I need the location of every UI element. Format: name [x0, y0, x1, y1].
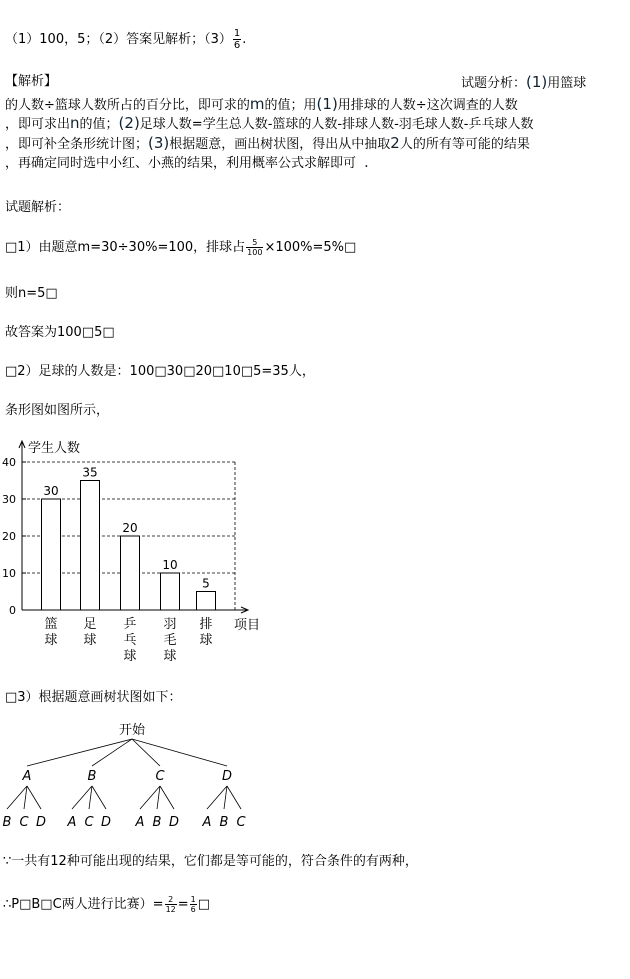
x-tick-label: 球	[199, 633, 213, 648]
solution-header: 试题解析：	[5, 200, 71, 215]
solution-line-2: 则n=5□	[5, 286, 58, 301]
x-tick-label: 乓	[123, 633, 137, 648]
tree-leaf-label: A	[135, 815, 145, 830]
tree-leaf-label: C	[236, 815, 246, 830]
tree-edge	[160, 786, 174, 809]
bar-value-label: 10	[162, 558, 178, 572]
tree-branch-label: D	[221, 769, 233, 784]
solution-line-4: □2）足球的人数是：100□30□20□10□5=35人，	[5, 364, 315, 379]
tree-leaf-label: A	[202, 815, 212, 830]
tree-edge	[227, 786, 241, 809]
tree-branch-label: A	[22, 769, 32, 784]
tree-leaf-label: D	[168, 815, 180, 830]
x-tick-label: 球	[163, 649, 177, 664]
solution-fraction-1: $\frac{5}{100}$	[247, 238, 263, 257]
answer-fraction: $\frac{1}{6}$	[233, 28, 241, 51]
tree-leaf-label: C	[84, 815, 94, 830]
y-tick-label: 30	[2, 493, 16, 506]
tree-leaf-label: A	[67, 815, 77, 830]
x-tick-label: 球	[123, 649, 137, 664]
tree-diagram	[0, 718, 290, 833]
tree-leaf-label: D	[100, 815, 112, 830]
tree-leaf-label: C	[19, 815, 29, 830]
tree-edge	[92, 786, 106, 809]
x-tick-label: 羽	[163, 617, 177, 632]
analysis-subheader: 试题分析：(1)用篮球	[461, 73, 587, 91]
solution-line-6: □3）根据题意画树状图如下：	[5, 690, 182, 705]
y-tick-label: 0	[9, 604, 16, 617]
tree-root-label: 开始	[118, 723, 146, 738]
analysis-header: 【解析】	[5, 74, 58, 89]
tree-leaf-label: B	[152, 815, 162, 830]
tree-edge	[207, 786, 227, 809]
bar-value-label: 30	[43, 484, 59, 498]
analysis-line-4: ，即可补全条形统计图；(3)根据题意，画出树状图，得出从中抽取2人的所有等可能的结果	[5, 134, 530, 152]
x-tick-label: 足	[83, 617, 97, 632]
solution-line-1: □1）由题意m=30÷30%=100，排球占 $\frac{5}{100}$ ×100%=5%□	[5, 238, 357, 257]
answer-text: （1）100，5；（2）答案见解析；（3）	[5, 32, 232, 47]
bar	[121, 536, 140, 610]
x-tick-label: 乒	[123, 617, 137, 632]
tree-leaf-label: D	[35, 815, 47, 830]
tree-edge	[27, 739, 132, 766]
x-tick-label: 篮	[44, 617, 58, 632]
tree-edge	[27, 786, 41, 809]
tree-leaf-label: B	[219, 815, 229, 830]
tree-edge	[140, 786, 160, 809]
solution-line-3: 故答案为100□5□	[5, 325, 115, 340]
bar	[197, 592, 216, 611]
solution-line-5: 条形图如图所示，	[5, 403, 110, 418]
answer-line: （1）100，5；（2）答案见解析；（3） $\frac{1}{6}$ .	[5, 28, 247, 51]
bar	[161, 573, 180, 610]
tree-branch-label: C	[155, 769, 165, 784]
analysis-line-5: ，再确定同时选中小红、小燕的结果，利用概率公式求解即可 .	[5, 153, 369, 171]
tree-branch-label: B	[87, 769, 97, 784]
tree-edge	[7, 786, 27, 809]
tree-edge	[72, 786, 92, 809]
x-tick-label: 球	[44, 633, 58, 648]
analysis-line-3: ，即可求出n的值；(2)足球人数=学生总人数-篮球的人数-排球人数-羽毛球人数-乒乓球人数	[5, 114, 534, 132]
tree-edge	[92, 739, 132, 766]
x-tick-label: 毛	[163, 633, 177, 648]
bar-value-label: 20	[122, 521, 138, 535]
bar-value-label: 35	[82, 465, 98, 480]
y-tick-label: 10	[2, 567, 16, 580]
y-tick-label: 40	[2, 456, 16, 469]
analysis-line-2: 的人数÷篮球人数所占的百分比，即可求的m的值；用(1)用排球的人数÷这次调查的人数	[5, 95, 518, 113]
solution-line-7: ∵一共有12种可能出现的结果，它们都是等可能的，符合条件的有两种，	[3, 854, 418, 869]
x-tick-label: 排	[199, 617, 213, 632]
y-tick-label: 20	[2, 530, 16, 543]
bar	[81, 481, 100, 611]
bar-chart	[0, 436, 280, 666]
bar-value-label: 5	[202, 576, 210, 591]
solution-line-8: ∴P□B□C两人进行比赛）= $\frac{2}{12}$ = $\frac{1}{6}$ □	[3, 895, 211, 914]
y-axis-label: 学生人数	[28, 441, 81, 456]
tree-leaf-label: B	[2, 815, 12, 830]
bar	[42, 499, 61, 610]
x-tick-label: 球	[83, 633, 97, 648]
x-axis-label: 项目	[234, 618, 261, 633]
